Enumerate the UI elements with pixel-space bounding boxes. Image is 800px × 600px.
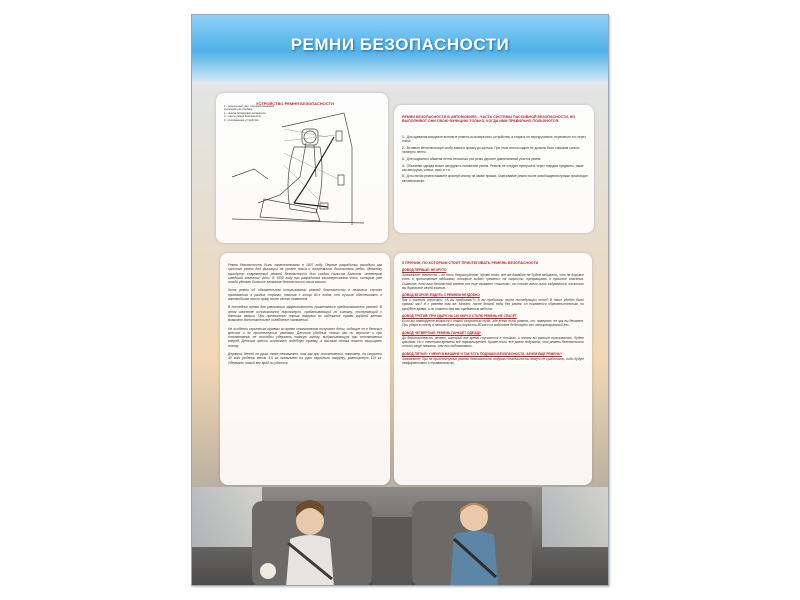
instruction-steps [402,135,588,185]
legend-item: 1 – консольный узел, плечевой механизм [224,105,274,108]
history-panel [220,253,390,485]
car-interior-illustration [192,487,609,586]
instruction-step [402,174,588,182]
history-text [228,263,382,369]
history-paragraph: Держать детей на руках тоже невозможно, так как при столкновении, например, на скорости 40 км/ч ребенок весом 9,5 кг оказывает на руки взрослого нагрузку, равноценную 116 кг. Удержать такой вес вряд ли удастся. [228,352,382,365]
step-text: Для снятия ремня нажмите красную кнопку на замке пряжки. Сматывание ремня после освобождения пряжки происходит автоматически. [402,174,588,183]
reason-heading: ДОВОД ПЯТЫЙ: У МЕНЯ В МАШИНЕ И ТАК ЕСТЬ ПОДУШКИ БЕЗОПАСНОСТИ, ЗАЧЕМ ЕЩЕ РЕМЕНЬ? [402,351,563,356]
instruction-step [402,164,588,172]
history-paragraph: Ремни безопасности были запатентованы в 1907 году. Первые разработки выходили как простые ремни для фиксации на уровне пояса и встречались достаточно редко. Механику приобрело современный ремней безопасности был создан Нильсом Болином, инженером шведской компании Volvo. В 1959 году его разработка заинтересовала Volvo, которые уже тогда уделяли большое внимание безопасности своих машин. [228,263,382,285]
legend-item: крепления регулировки [224,108,253,112]
reason-heading: ДОВОД ЧЕТВЁРТЫЙ: РЕМЕНЬ ПАЧКАЕТ ОДЕЖДУ [402,330,482,335]
step-text: Объемная одежда может затруднить натяжение ремня. Ремень не следует пропускать через твердые предметы, такие как авторучки, ключи, очки, и т.п. [402,163,584,172]
reason-text: Как и хочется спросить: «А вы пробовали?» А вы пробовали после последующих тонн? В наше удобно было прямой час? И с ремнём так же. Может, после долгой езды без ремня, он покажется обременительным, но пройдёт время, и он станет для вас предметом заботы. [402,298,584,311]
seat-belt-diagram-illustration [224,107,380,237]
instruction-step [402,146,588,154]
reason-heading: ДОВОД ПЕРВЫЙ: НЕ КРУТО [402,268,447,272]
legend-item: 2 – кнопка блокировки натяжителя [224,111,266,115]
instruction-step [402,157,588,161]
children-in-car-photo [192,487,609,586]
legend-item: 4 – втягивающее устройство [224,118,259,122]
seat-belt-diagram-panel [216,93,388,243]
reason-heading: ДОВОД ТРЕТИЙ: ПРИ УДАРЕ НА 140 КМ/Ч И СТОЛБ РЕМЕНЬ НЕ СПАСЁТ [402,314,517,319]
reason-text: Запомните: смелость – не есть безрассудство. Кроме того, всё же давайте не будем забывать, что не дорогие есть в прочитанные медиками, которые видят «ремень» на скорости, превращаясь в прошлое спасения. Скажите, если ваш безопасный ремень все еще сжимает «лишним», то стоит всего лишь задуматься, насколько вы дорожите своей жизнью. [402,273,584,290]
instructions-heading: РЕМНИ БЕЗОПАСНОСТИ В АВТОМОБИЛЕ - ЧАСТЬ СИСТЕМЫ ПАССИВНОЙ БЕЗОПАСНОСТИ. НО ВЫПОЛНЯЮТ ОНИ СВОЮ ФУНКЦИЮ ТОЛЬКО, КОГДА ИМИ ПРАВИЛЬНО ПОЛЬЗУЮТСЯ. [402,115,576,124]
step-number: 5. [402,174,405,179]
reason-text: Если вы планируете мчаться с такой скоростью туда, где всего есть ремень, то, наверное, не зря вы делаете. При ударе в стену в автомобиле при скорости 80 км/ч на водителя действует его четырехкратный вес. [402,319,584,328]
history-paragraph: В последние время для увеличения эффективности применяется преднатяжитель ремней. В этом качестве использовался пиропатрон, срабатывающий по сигналу, поступающий с датчика аварии. При превышении порога нагрузки во избежание травм грудной клетки возможно дополнительное ослабление натяжения. [228,305,382,323]
step-number: 3. [402,156,405,161]
diagram-title: УСТРОЙСТВО РЕМНЯ БЕЗОПАСНОСТИ [256,101,334,106]
reason-text: До действительно, ремень, который все время спускается в стойках, и потом вы раньше пользовались, будет грязным. Но с течением времени всё нормализуется. Кроме того, всё равно подумать, что ремень безопасности стоит чаще пачкать, чем его подтягивать. [402,335,584,349]
step-number: 1. [402,135,405,139]
instruction-step [402,135,588,143]
step-text: Для одевания вокругвое вытяните ремень из возвратного устройства, а старась не перекручивать, перекиньте его через плечо. [402,135,586,144]
step-number: 4. [402,163,405,168]
step-number: 2. [402,145,405,150]
step-text: Вставьте металлическую скобу замка в пряжку до щелчка. При этом слегка сядьте не должны быть слишком сильно натянуты ленты. [402,145,580,155]
reasons-text [402,261,584,365]
reason-heading: ДОВОД ВТОРОЙ: ЕЗДИТЬ С РЕМНЕМ НЕУДОБНО [402,293,480,298]
history-paragraph: Не особенно серьезным травмы во время столкновения получают дети, сидящие не в детских креслах и не пристегнутые ремнями. Детское удобные пояски как ни верните и при столкновении не способны удержать тяжкую голову, выбрасывающую при столкновении вперед. Детское кресло исключает подобную травму, а высокая спинка плотно защищает голову. [228,326,382,348]
history-paragraph: Хотя ремни об обязательном использовании ремней безопасности в легковых случаях принимались в разных странах, начиная с конца 60-х годов, они лучшие обеспечивать в автомобилях почти сразу после своего появления. [228,288,382,302]
reasons-panel [394,253,592,485]
reasons-title: 5 ПРИЧИН, ПО КОТОРЫМ СТОИТ ПРИСТЕГИВАТЬ РЕМЕНЬ БЕЗОПАСНОСТИ [402,261,539,265]
diagram-legend [224,105,276,122]
poster-title: РЕМНИ БЕЗОПАСНОСТИ [290,35,510,54]
usage-instructions-panel [394,105,594,233]
step-text: Для надежного обжатия ленты несколько раз резко дерните диагональный участок ремня. [406,156,542,161]
legend-item: 3 – ленты ремня безопасности [224,115,262,119]
safety-belt-poster [191,14,609,586]
poster-header [192,15,608,81]
reason-text: Запомните! При не пристегнутых ремнях безопасности подушки безопасности могут не сработать, либо будут неэффективны и травмоопасны. [402,356,584,365]
